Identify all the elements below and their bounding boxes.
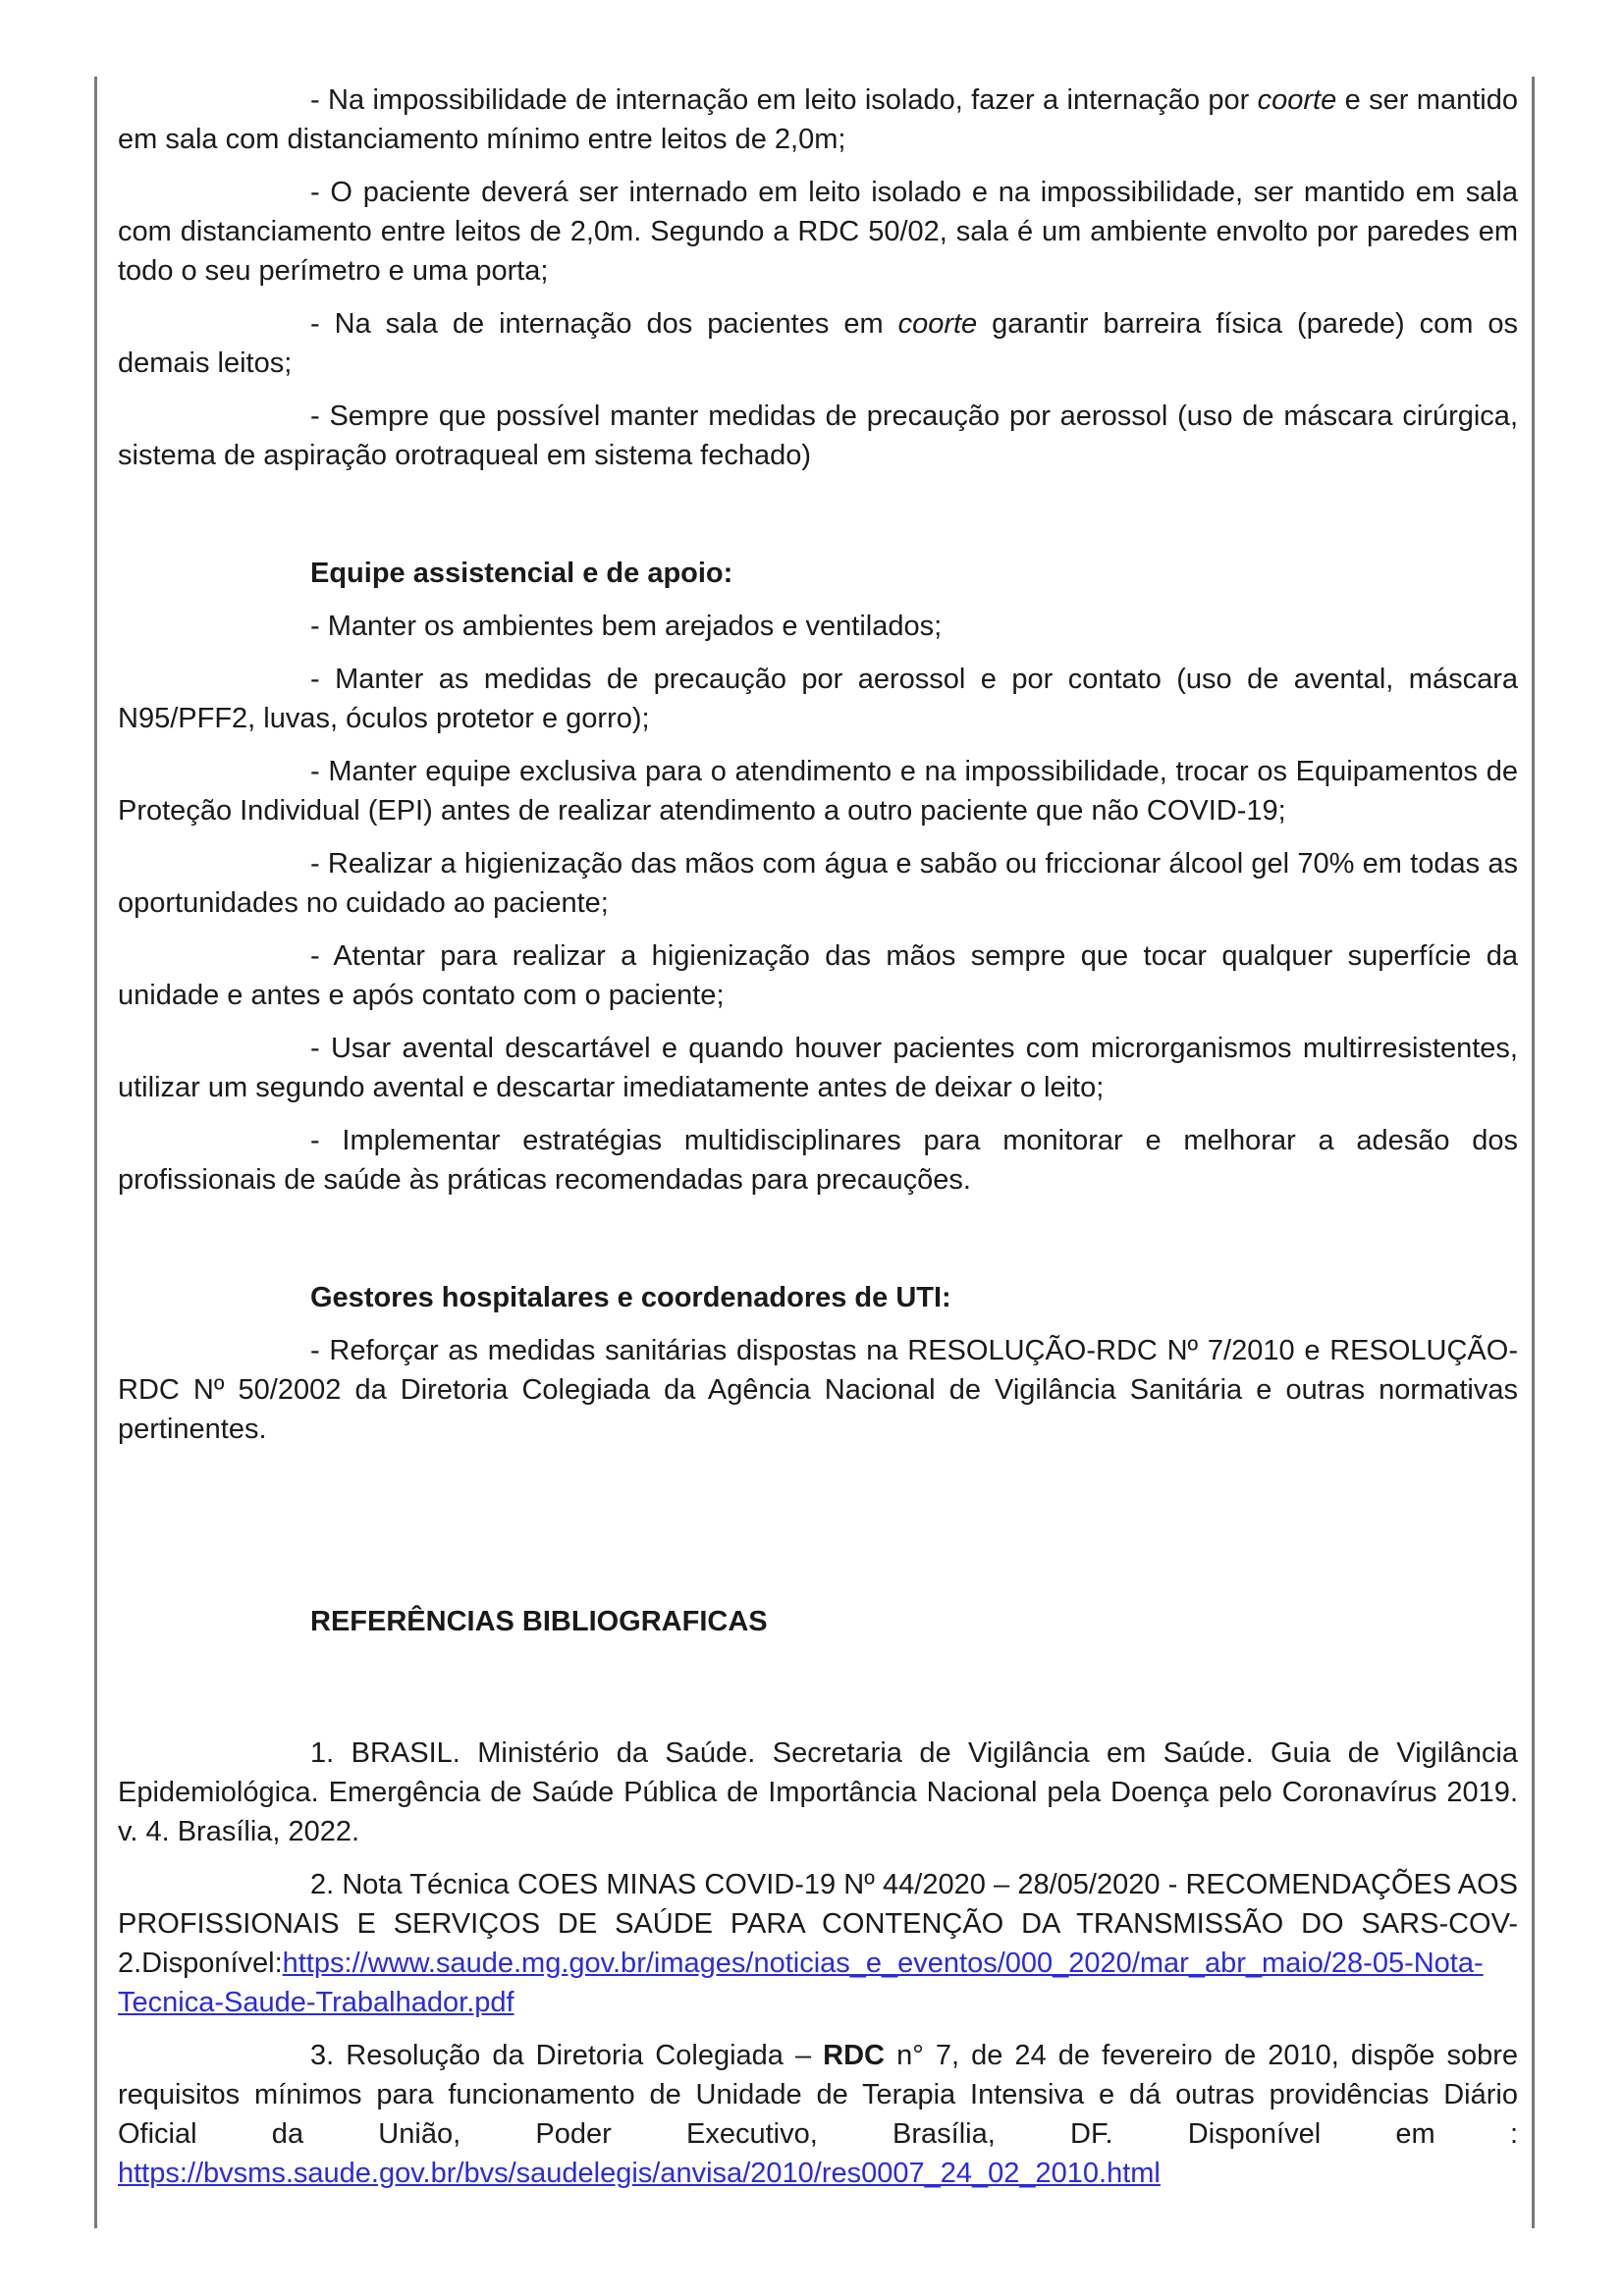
managers-heading: Gestores hospitalares e coordenadores de UTI: xyxy=(310,1282,951,1313)
team-item: - Usar avental descartável e quando houver pacientes com microrganismos multirresistentes, utilizar um segundo avental e descartar imediatamente antes de deixar o leito; xyxy=(118,1033,1518,1103)
reference-3: 3. Resolução da Diretoria Colegiada – RDC n° 7, de 24 de fevereiro de 2010, dispõe sobre requisitos mínimos para funcionamento de Unidade de Terapia Intensiva e dá outras providências Diário Oficial da União, Poder Executivo, Brasília, DF. Disponível em : https://bvsms.saude.gov.br/bvs/saudelegis/anvisa/2010/res0007_24_02_2010.html xyxy=(118,2040,1518,2189)
reference-2-link[interactable]: https://www.saude.mg.gov.br/images/noticias_e_eventos/000_2020/mar_abr_maio/28-05-Nota-Tecnica-Saude-Trabalhador.pdf xyxy=(118,1948,1484,2018)
team-heading: Equipe assistencial e de apoio: xyxy=(310,558,733,589)
reference-2: 2. Nota Técnica COES MINAS COVID-19 Nº 44/2020 – 28/05/2020 - RECOMENDAÇÕES AOS PROFISSIONAIS E SERVIÇOS DE SAÚDE PARA CONTENÇÃO DA TRANSMISSÃO DO SARS-COV-2.Disponível:https://www.saude.mg.gov.br/images/noticias_e_eventos/000_2020/mar_abr_maio/28-05-Nota-Tecnica-Saude-Trabalhador.pdf xyxy=(118,1869,1518,2018)
team-item: - Realizar a higienização das mãos com água e sabão ou friccionar álcool gel 70% em todas as oportunidades no cuidado ao paciente; xyxy=(118,848,1518,919)
reference-3-link[interactable]: https://bvsms.saude.gov.br/bvs/saudelegis/anvisa/2010/res0007_24_02_2010.html xyxy=(118,2158,1161,2189)
precaution-item: - Na sala de internação dos pacientes em coorte garantir barreira física (parede) com os demais leitos; xyxy=(118,308,1518,379)
team-item: - Atentar para realizar a higienização das mãos sempre que tocar qualquer superfície da unidade e antes e após contato com o paciente; xyxy=(118,940,1518,1011)
team-item: - Manter equipe exclusiva para o atendimento e na impossibilidade, trocar os Equipamentos de Proteção Individual (EPI) antes de realizar atendimento a outro paciente que não COVID-19; xyxy=(118,756,1518,827)
references-heading: REFERÊNCIAS BIBLIOGRAFICAS xyxy=(310,1606,768,1637)
right-page-border xyxy=(1532,77,1535,2228)
precaution-item: - Sempre que possível manter medidas de precaução por aerossol (uso de máscara cirúrgica, sistema de aspiração orotraqueal em sistema fechado) xyxy=(118,400,1518,471)
precaution-item: - Na impossibilidade de internação em leito isolado, fazer a internação por coorte e ser mantido em sala com distanciamento mínimo entre leitos de 2,0m; xyxy=(118,84,1518,155)
team-item: - Manter os ambientes bem arejados e ventilados; xyxy=(310,611,943,642)
precaution-item: - O paciente deverá ser internado em leito isolado e na impossibilidade, ser mantido em sala com distanciamento entre leitos de 2,0m. Segundo a RDC 50/02, sala é um ambiente envolto por paredes em todo o seu perímetro e uma porta; xyxy=(118,177,1518,287)
document-body xyxy=(118,80,1518,2207)
reference-1: 1. BRASIL. Ministério da Saúde. Secretaria de Vigilância em Saúde. Guia de Vigilância Epidemiológica. Emergência de Saúde Pública de Importância Nacional pela Doença pelo Coronavírus 2019. v. 4. Brasília, 2022. xyxy=(118,1737,1518,1847)
managers-item: - Reforçar as medidas sanitárias dispostas na RESOLUÇÃO-RDC Nº 7/2010 e RESOLUÇÃO-RDC Nº 50/2002 da Diretoria Colegiada da Agência Nacional de Vigilância Sanitária e outras normativas pertinentes. xyxy=(118,1335,1518,1445)
team-item: - Manter as medidas de precaução por aerossol e por contato (uso de avental, máscara N95/PFF2, luvas, óculos protetor e gorro); xyxy=(118,664,1518,734)
left-page-border xyxy=(94,77,97,2228)
team-item: - Implementar estratégias multidisciplinares para monitorar e melhorar a adesão dos profissionais de saúde às práticas recomendadas para precauções. xyxy=(118,1125,1518,1196)
